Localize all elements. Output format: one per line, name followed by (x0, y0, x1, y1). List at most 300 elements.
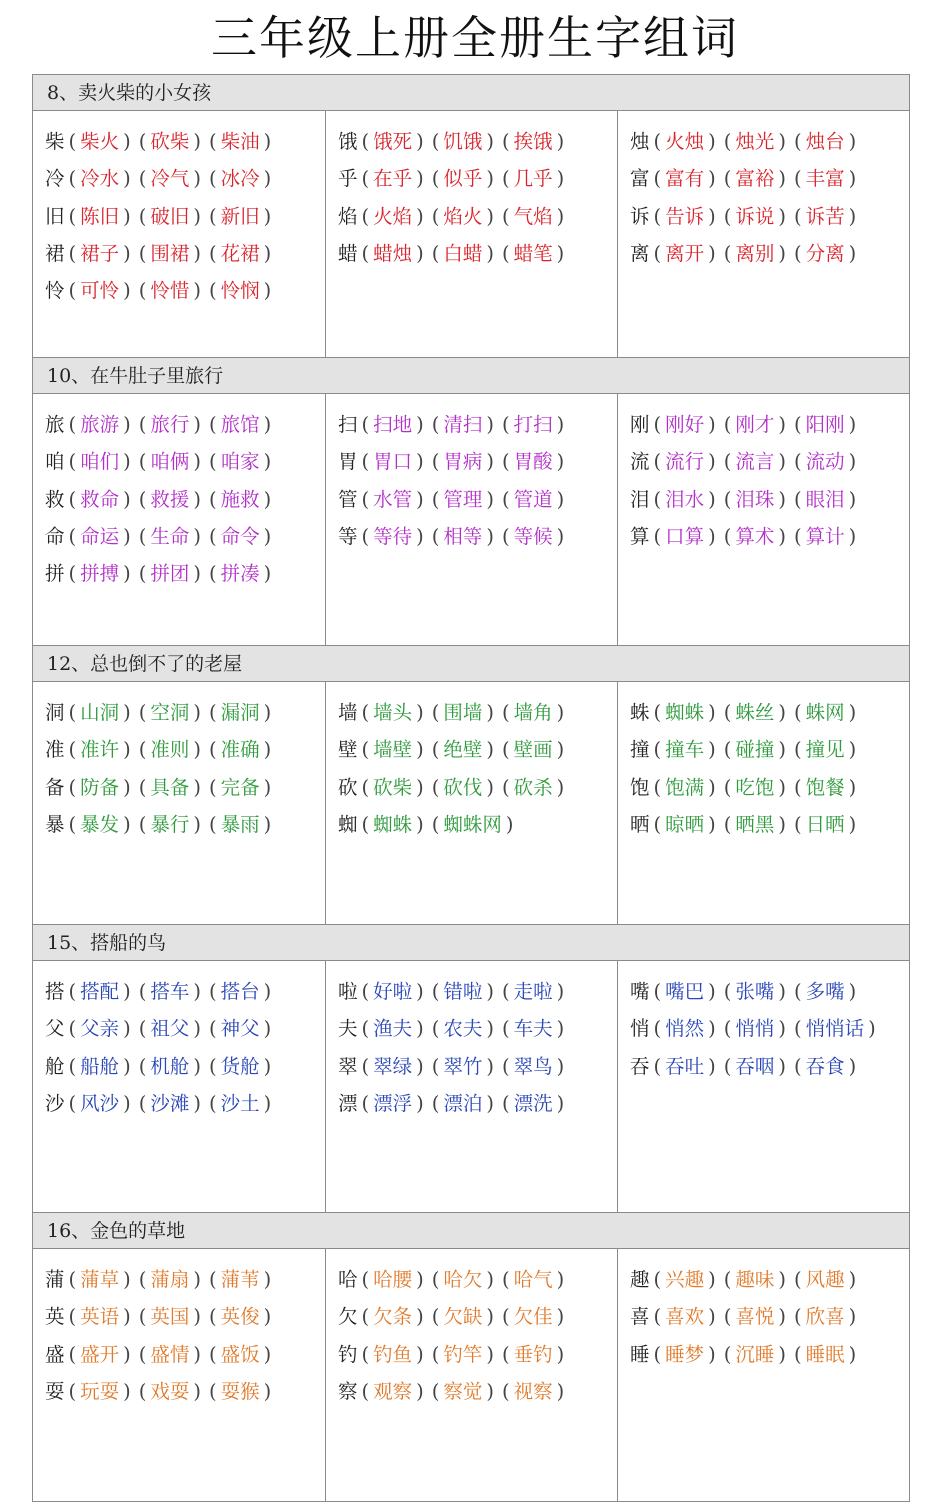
character: 怜 (45, 279, 65, 303)
character-row: 察 ( 观察 ) ( 察觉 ) ( 视察 ) (337, 1379, 565, 1403)
compound-word: 拼团 (150, 562, 190, 586)
character-row: 焰 ( 火焰 ) ( 焰火 ) ( 气焰 ) (337, 204, 565, 228)
character: 盛 (45, 1342, 65, 1366)
character: 英 (45, 1305, 65, 1329)
compound-word: 生命 (150, 524, 190, 548)
compound-word: 烛台 (805, 130, 845, 153)
compound-word: 砍柴 (373, 775, 413, 799)
word-column (617, 394, 909, 645)
compound-word: 救命 (80, 487, 120, 511)
compound-word: 白蜡 (443, 241, 483, 265)
character-row: 胃 ( 胃口 ) ( 胃病 ) ( 胃酸 ) (337, 450, 565, 474)
character: 欠 (337, 1305, 358, 1329)
compound-word: 算术 (735, 524, 775, 548)
word-column (617, 682, 909, 924)
character-row: 夫 ( 渔夫 ) ( 农夫 ) ( 车夫 ) (337, 1017, 565, 1041)
compound-word: 等待 (373, 524, 413, 548)
character: 壁 (337, 738, 358, 762)
character-row: 泪 ( 泪水 ) ( 泪珠 ) ( 眼泪 ) (629, 487, 857, 511)
compound-word: 柴火 (80, 130, 120, 153)
character: 流 (629, 450, 650, 474)
character-row: 怜 ( 可怜 ) ( 怜惜 ) ( 怜悯 ) (45, 279, 272, 303)
character: 撞 (629, 738, 650, 762)
compound-word: 哈欠 (443, 1268, 483, 1291)
compound-word: 沙滩 (150, 1091, 190, 1115)
character-row: 饱 ( 饱满 ) ( 吃饱 ) ( 饱餐 ) (629, 775, 857, 799)
character: 洞 (45, 701, 65, 724)
character: 钓 (337, 1342, 358, 1366)
compound-word: 离别 (735, 241, 775, 265)
compound-word: 具备 (150, 775, 190, 799)
character-row: 旅 ( 旅游 ) ( 旅行 ) ( 旅馆 ) (45, 413, 272, 436)
compound-word: 吞吐 (665, 1054, 705, 1078)
compound-word: 睡眠 (805, 1342, 845, 1366)
compound-word: 哈腰 (373, 1268, 413, 1291)
character: 胃 (337, 450, 358, 474)
compound-word: 沉睡 (735, 1342, 775, 1366)
compound-word: 错啦 (443, 980, 483, 1003)
compound-word: 蒲苇 (220, 1268, 260, 1291)
character-row: 舱 ( 船舱 ) ( 机舱 ) ( 货舱 ) (45, 1054, 272, 1078)
character: 焰 (337, 204, 358, 228)
compound-word: 撞车 (665, 738, 705, 762)
compound-word: 怜惜 (150, 279, 190, 303)
compound-word: 流动 (805, 450, 845, 474)
character: 暴 (45, 812, 65, 836)
compound-word: 砍伐 (443, 775, 483, 799)
compound-word: 嘴巴 (665, 980, 705, 1003)
compound-word: 富有 (665, 167, 705, 191)
character-row: 离 ( 离开 ) ( 离别 ) ( 分离 ) (629, 241, 857, 265)
compound-word: 翠鸟 (513, 1054, 553, 1078)
compound-word: 花裙 (220, 241, 260, 265)
compound-word: 喜悦 (735, 1305, 775, 1329)
compound-word: 拼凑 (220, 562, 260, 586)
compound-word: 风趣 (805, 1268, 845, 1291)
compound-word: 睡梦 (665, 1342, 705, 1366)
word-column (325, 1249, 617, 1501)
compound-word: 碰撞 (735, 738, 775, 762)
character-row: 欠 ( 欠条 ) ( 欠缺 ) ( 欠佳 ) (337, 1305, 565, 1329)
compound-word: 眼泪 (805, 487, 845, 511)
compound-word: 日晒 (805, 812, 845, 836)
character-row: 饿 ( 饿死 ) ( 饥饿 ) ( 挨饿 ) (337, 130, 565, 153)
compound-word: 流言 (735, 450, 775, 474)
compound-word: 救援 (150, 487, 190, 511)
lesson-heading: 15、搭船的鸟 (33, 925, 909, 961)
compound-word: 玩耍 (80, 1379, 120, 1403)
compound-word: 兴趣 (665, 1268, 705, 1291)
compound-word: 暴行 (150, 812, 190, 836)
compound-word: 喜欢 (665, 1305, 705, 1329)
character: 喜 (629, 1305, 650, 1329)
character: 刚 (629, 413, 650, 436)
character: 备 (45, 775, 65, 799)
compound-word: 暴雨 (220, 812, 260, 836)
character: 准 (45, 738, 65, 762)
compound-word: 相等 (443, 524, 483, 548)
word-column (33, 394, 325, 645)
compound-word: 暴发 (80, 812, 120, 836)
character: 翠 (337, 1054, 358, 1078)
compound-word: 趣味 (735, 1268, 775, 1291)
compound-word: 阳刚 (805, 413, 845, 436)
compound-word: 打扫 (513, 413, 553, 436)
word-column (33, 1249, 325, 1501)
word-column (617, 111, 909, 357)
compound-word: 新旧 (220, 204, 260, 228)
character-row: 扫 ( 扫地 ) ( 清扫 ) ( 打扫 ) (337, 413, 565, 436)
character: 管 (337, 487, 358, 511)
character-row: 撞 ( 撞车 ) ( 碰撞 ) ( 撞见 ) (629, 738, 857, 762)
character: 诉 (629, 204, 650, 228)
compound-word: 风沙 (80, 1091, 120, 1115)
compound-word: 在乎 (373, 167, 413, 191)
compound-word: 漏洞 (220, 701, 260, 724)
compound-word: 盛饭 (220, 1342, 260, 1366)
lesson-section (32, 1213, 910, 1502)
compound-word: 山洞 (80, 701, 120, 724)
compound-word: 冷水 (80, 167, 120, 191)
vocab-table (32, 74, 910, 1502)
compound-word: 货舱 (220, 1054, 260, 1078)
compound-word: 欠条 (373, 1305, 413, 1329)
character-row: 父 ( 父亲 ) ( 祖父 ) ( 神父 ) (45, 1017, 272, 1041)
compound-word: 蜡烛 (373, 241, 413, 265)
character: 算 (629, 524, 650, 548)
compound-word: 气焰 (513, 204, 553, 228)
compound-word: 火烛 (665, 130, 705, 153)
compound-word: 分离 (805, 241, 845, 265)
compound-word: 烛光 (735, 130, 775, 153)
compound-word: 砍柴 (150, 130, 190, 153)
character: 咱 (45, 450, 65, 474)
compound-word: 刚好 (665, 413, 705, 436)
compound-word: 神父 (220, 1017, 260, 1041)
compound-word: 翠绿 (373, 1054, 413, 1078)
character-row: 喜 ( 喜欢 ) ( 喜悦 ) ( 欣喜 ) (629, 1305, 857, 1329)
compound-word: 欠佳 (513, 1305, 553, 1329)
compound-word: 管道 (513, 487, 553, 511)
compound-word: 破旧 (150, 204, 190, 228)
character-row: 流 ( 流行 ) ( 流言 ) ( 流动 ) (629, 450, 857, 474)
character: 富 (629, 167, 650, 191)
character-row: 嘴 ( 嘴巴 ) ( 张嘴 ) ( 多嘴 ) (629, 980, 857, 1003)
character-row: 管 ( 水管 ) ( 管理 ) ( 管道 ) (337, 487, 565, 511)
character: 命 (45, 524, 65, 548)
character: 裙 (45, 241, 65, 265)
compound-word: 等候 (513, 524, 553, 548)
word-column (617, 1249, 909, 1501)
character: 救 (45, 487, 65, 511)
compound-word: 挨饿 (513, 130, 553, 153)
character-row: 吞 ( 吞吐 ) ( 吞咽 ) ( 吞食 ) (629, 1054, 857, 1078)
word-column (617, 961, 909, 1212)
compound-word: 吞咽 (735, 1054, 775, 1078)
compound-word: 陈旧 (80, 204, 120, 228)
lesson-heading: 10、在牛肚子里旅行 (33, 358, 909, 394)
compound-word: 刚才 (735, 413, 775, 436)
character-row: 哈 ( 哈腰 ) ( 哈欠 ) ( 哈气 ) (337, 1268, 565, 1291)
compound-word: 拼搏 (80, 562, 120, 586)
character: 冷 (45, 167, 65, 191)
compound-word: 祖父 (150, 1017, 190, 1041)
compound-word: 吃饱 (735, 775, 775, 799)
compound-word: 扫地 (373, 413, 413, 436)
character: 趣 (629, 1268, 650, 1291)
compound-word: 蛛网 (805, 701, 845, 724)
character: 柴 (45, 130, 65, 153)
compound-word: 漂浮 (373, 1091, 413, 1115)
word-column (33, 961, 325, 1212)
compound-word: 空洞 (150, 701, 190, 724)
character-row: 蒲 ( 蒲草 ) ( 蒲扇 ) ( 蒲苇 ) (45, 1268, 272, 1291)
compound-word: 搭配 (80, 980, 120, 1003)
compound-word: 清扫 (443, 413, 483, 436)
word-column (325, 394, 617, 645)
compound-word: 绝壁 (443, 738, 483, 762)
compound-word: 壁画 (513, 738, 553, 762)
compound-word: 晒黑 (735, 812, 775, 836)
compound-word: 垂钓 (513, 1342, 553, 1366)
compound-word: 墙头 (373, 701, 413, 724)
compound-word: 砍杀 (513, 775, 553, 799)
compound-word: 饿死 (373, 130, 413, 153)
character-row: 砍 ( 砍柴 ) ( 砍伐 ) ( 砍杀 ) (337, 775, 565, 799)
character-row: 救 ( 救命 ) ( 救援 ) ( 施救 ) (45, 487, 272, 511)
lesson-section (32, 74, 910, 358)
compound-word: 吞食 (805, 1054, 845, 1078)
word-column (33, 682, 325, 924)
compound-word: 车夫 (513, 1017, 553, 1041)
character: 旧 (45, 204, 65, 228)
character-row: 搭 ( 搭配 ) ( 搭车 ) ( 搭台 ) (45, 980, 272, 1003)
lesson-body (33, 1249, 909, 1501)
character-row: 暴 ( 暴发 ) ( 暴行 ) ( 暴雨 ) (45, 812, 272, 836)
page-title: 三年级上册全册生字组词 (211, 11, 739, 65)
character: 乎 (337, 167, 358, 191)
compound-word: 口算 (665, 524, 705, 548)
word-column (325, 961, 617, 1212)
character: 晒 (629, 812, 650, 836)
compound-word: 水管 (373, 487, 413, 511)
character-row: 冷 ( 冷水 ) ( 冷气 ) ( 冰冷 ) (45, 167, 272, 191)
compound-word: 钓竿 (443, 1342, 483, 1366)
compound-word: 咱们 (80, 450, 120, 474)
character: 墙 (337, 701, 358, 724)
compound-word: 渔夫 (373, 1017, 413, 1041)
character-row: 沙 ( 风沙 ) ( 沙滩 ) ( 沙土 ) (45, 1091, 272, 1115)
compound-word: 走啦 (513, 980, 553, 1003)
compound-word: 离开 (665, 241, 705, 265)
compound-word: 胃病 (443, 450, 483, 474)
compound-word: 火焰 (373, 204, 413, 228)
compound-word: 英国 (150, 1305, 190, 1329)
compound-word: 墙壁 (373, 738, 413, 762)
character: 拼 (45, 562, 65, 586)
lesson-heading: 16、金色的草地 (33, 1213, 909, 1249)
character-row: 晒 ( 晾晒 ) ( 晒黑 ) ( 日晒 ) (629, 812, 857, 836)
word-column (325, 111, 617, 357)
compound-word: 钓鱼 (373, 1342, 413, 1366)
compound-word: 农夫 (443, 1017, 483, 1041)
lesson-body (33, 394, 909, 645)
compound-word: 耍猴 (220, 1379, 260, 1403)
compound-word: 几乎 (513, 167, 553, 191)
lesson-section (32, 358, 910, 646)
character: 啦 (337, 980, 358, 1003)
character: 饱 (629, 775, 650, 799)
character-row: 裙 ( 裙子 ) ( 围裙 ) ( 花裙 ) (45, 241, 272, 265)
compound-word: 施救 (220, 487, 260, 511)
compound-word: 可怜 (80, 279, 120, 303)
character-row: 等 ( 等待 ) ( 相等 ) ( 等候 ) (337, 524, 565, 548)
compound-word: 饱满 (665, 775, 705, 799)
character: 吞 (629, 1054, 650, 1078)
character-row: 趣 ( 兴趣 ) ( 趣味 ) ( 风趣 ) (629, 1268, 857, 1291)
compound-word: 旅行 (150, 413, 190, 436)
character-row: 壁 ( 墙壁 ) ( 绝壁 ) ( 壁画 ) (337, 738, 565, 762)
character-row: 钓 ( 钓鱼 ) ( 钓竿 ) ( 垂钓 ) (337, 1342, 565, 1366)
character: 察 (337, 1379, 358, 1403)
compound-word: 准许 (80, 738, 120, 762)
lesson-heading: 8、卖火柴的小女孩 (33, 75, 909, 111)
character-row: 旧 ( 陈旧 ) ( 破旧 ) ( 新旧 ) (45, 204, 272, 228)
compound-word: 泪珠 (735, 487, 775, 511)
compound-word: 搭台 (220, 980, 260, 1003)
character: 离 (629, 241, 650, 265)
compound-word: 搭车 (150, 980, 190, 1003)
character-row: 盛 ( 盛开 ) ( 盛情 ) ( 盛饭 ) (45, 1342, 272, 1366)
lesson-section (32, 925, 910, 1213)
character: 哈 (337, 1268, 358, 1291)
compound-word: 管理 (443, 487, 483, 511)
compound-word: 漂洗 (513, 1091, 553, 1115)
compound-word: 悄悄 (735, 1017, 775, 1041)
compound-word: 围墙 (443, 701, 483, 724)
character-row: 蜘 ( 蜘蛛 ) ( 蜘蛛网 ) (337, 812, 514, 836)
compound-word: 饱餐 (805, 775, 845, 799)
character: 耍 (45, 1379, 65, 1403)
character: 饿 (337, 130, 358, 153)
compound-word: 蛛丝 (735, 701, 775, 724)
character-row: 翠 ( 翠绿 ) ( 翠竹 ) ( 翠鸟 ) (337, 1054, 565, 1078)
compound-word: 盛开 (80, 1342, 120, 1366)
character-row: 诉 ( 告诉 ) ( 诉说 ) ( 诉苦 ) (629, 204, 857, 228)
character-row: 乎 ( 在乎 ) ( 似乎 ) ( 几乎 ) (337, 167, 565, 191)
character: 父 (45, 1017, 65, 1041)
compound-word: 蒲草 (80, 1268, 120, 1291)
character-row: 蜡 ( 蜡烛 ) ( 白蜡 ) ( 蜡笔 ) (337, 241, 565, 265)
compound-word: 完备 (220, 775, 260, 799)
compound-word: 蜘蛛网 (443, 812, 502, 836)
compound-word: 告诉 (665, 204, 705, 228)
compound-word: 富裕 (735, 167, 775, 191)
compound-word: 诉苦 (805, 204, 845, 228)
compound-word: 蜡笔 (513, 241, 553, 265)
lesson-body (33, 111, 909, 357)
compound-word: 船舱 (80, 1054, 120, 1078)
compound-word: 裙子 (80, 241, 120, 265)
compound-word: 诉说 (735, 204, 775, 228)
character: 蒲 (45, 1268, 65, 1291)
compound-word: 焰火 (443, 204, 483, 228)
compound-word: 悄然 (665, 1017, 705, 1041)
compound-word: 墙角 (513, 701, 553, 724)
character: 砍 (337, 775, 358, 799)
character-row: 烛 ( 火烛 ) ( 烛光 ) ( 烛台 ) (629, 130, 857, 153)
character-row: 睡 ( 睡梦 ) ( 沉睡 ) ( 睡眠 ) (629, 1342, 857, 1366)
compound-word: 英俊 (220, 1305, 260, 1329)
compound-word: 蜘蛛 (665, 701, 705, 724)
character: 旅 (45, 413, 65, 436)
compound-word: 围裙 (150, 241, 190, 265)
compound-word: 好啦 (373, 980, 413, 1003)
character-row: 漂 ( 漂浮 ) ( 漂泊 ) ( 漂洗 ) (337, 1091, 565, 1115)
compound-word: 丰富 (805, 167, 845, 191)
compound-word: 张嘴 (735, 980, 775, 1003)
compound-word: 漂泊 (443, 1091, 483, 1115)
compound-word: 观察 (373, 1379, 413, 1403)
character-row: 算 ( 口算 ) ( 算术 ) ( 算计 ) (629, 524, 857, 548)
compound-word: 悄悄话 (805, 1017, 865, 1041)
compound-word: 准则 (150, 738, 190, 762)
compound-word: 沙土 (220, 1091, 260, 1115)
compound-word: 命运 (80, 524, 120, 548)
character-row: 蛛 ( 蜘蛛 ) ( 蛛丝 ) ( 蛛网 ) (629, 701, 857, 724)
compound-word: 翠竹 (443, 1054, 483, 1078)
word-column (325, 682, 617, 924)
lesson-body (33, 961, 909, 1212)
compound-word: 欠缺 (443, 1305, 483, 1329)
character: 烛 (629, 130, 650, 153)
compound-word: 旅馆 (220, 413, 260, 436)
compound-word: 晾晒 (665, 812, 705, 836)
character-row: 英 ( 英语 ) ( 英国 ) ( 英俊 ) (45, 1305, 272, 1329)
compound-word: 冰冷 (220, 167, 260, 191)
compound-word: 机舱 (150, 1054, 190, 1078)
character: 舱 (45, 1054, 65, 1078)
compound-word: 盛情 (150, 1342, 190, 1366)
character-row: 墙 ( 墙头 ) ( 围墙 ) ( 墙角 ) (337, 701, 565, 724)
compound-word: 命令 (220, 524, 260, 548)
compound-word: 咱家 (220, 450, 260, 474)
character-row: 准 ( 准许 ) ( 准则 ) ( 准确 ) (45, 738, 272, 762)
character: 睡 (629, 1342, 650, 1366)
character-row: 备 ( 防备 ) ( 具备 ) ( 完备 ) (45, 775, 272, 799)
character-row: 洞 ( 山洞 ) ( 空洞 ) ( 漏洞 ) (45, 701, 272, 724)
character: 蛛 (629, 701, 650, 724)
compound-word: 旅游 (80, 413, 120, 436)
character: 漂 (337, 1091, 358, 1115)
compound-word: 咱俩 (150, 450, 190, 474)
character-row: 悄 ( 悄然 ) ( 悄悄 ) ( 悄悄话 ) (629, 1017, 876, 1041)
character: 夫 (337, 1017, 358, 1041)
character: 沙 (45, 1091, 65, 1115)
character: 泪 (629, 487, 650, 511)
character: 嘴 (629, 980, 650, 1003)
character-row: 命 ( 命运 ) ( 生命 ) ( 命令 ) (45, 524, 272, 548)
character: 扫 (337, 413, 358, 436)
lesson-heading: 12、总也倒不了的老屋 (33, 646, 909, 682)
compound-word: 戏耍 (150, 1379, 190, 1403)
character-row: 刚 ( 刚好 ) ( 刚才 ) ( 阳刚 ) (629, 413, 857, 436)
character: 蜘 (337, 812, 358, 836)
compound-word: 饥饿 (443, 130, 483, 153)
compound-word: 英语 (80, 1305, 120, 1329)
compound-word: 算计 (805, 524, 845, 548)
character-row: 富 ( 富有 ) ( 富裕 ) ( 丰富 ) (629, 167, 857, 191)
